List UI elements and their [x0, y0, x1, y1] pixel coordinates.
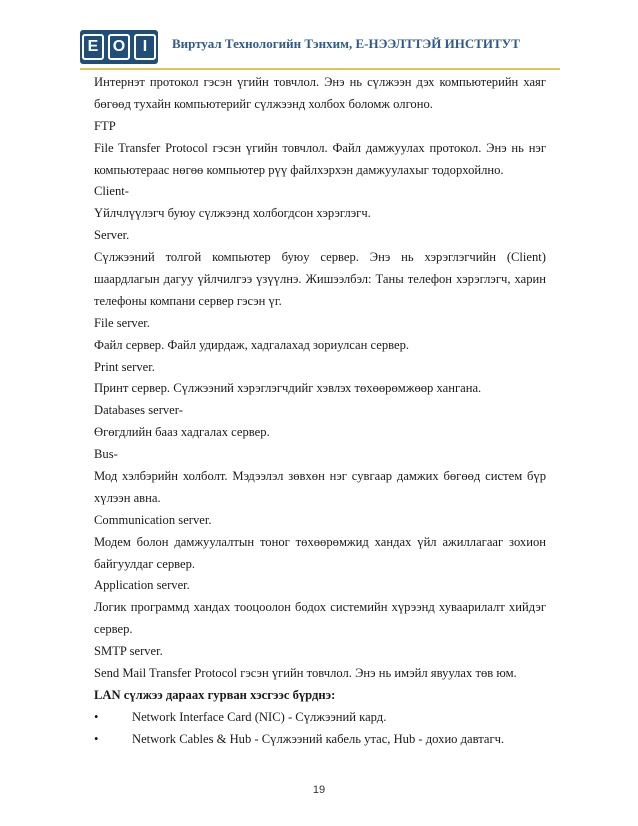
term-heading: FTP	[94, 118, 116, 133]
body-line: Мод хэлбэрийн холболт. Мэдээлэл зөвхөн нэг сувгаар дамжих бөгөөд систем бүр	[94, 469, 546, 484]
body-line: Принт сервер. Сүлжээний хэрэглэгчдийг хэвлэх төхөөрөмжөөр хангана.	[94, 381, 482, 396]
section-heading: LAN сүлжээ дараах гурван хэсгээс бүрднэ:	[94, 687, 336, 702]
body-line: компьютераас нөгөө компьютер рүү файлхэрхэн дамжуулахыг тодорхойлно.	[94, 162, 504, 177]
header-title: Виртуал Технологийн Тэнхим, Е-НЭЭЛТТЭЙ ИНСТИТУТ	[172, 36, 520, 51]
body-line: Үйлчлүүлэгч буюу сүлжээнд холбогдсон хэрэглэгч.	[94, 206, 371, 221]
page-number: 19	[312, 784, 326, 796]
logo-letter-e: E	[82, 34, 104, 60]
term-heading: Communication server.	[94, 512, 212, 527]
bullet-text: Network Cables & Hub - Сүлжээний кабель утас, Hub - дохио давтагч.	[132, 731, 505, 746]
body-line: Интернэт протокол гэсэн үгийн товчлол. Энэ нь сүлжээн дэх компьютерийн хаяг	[94, 75, 546, 89]
body-line: сервер.	[94, 622, 133, 637]
body-line: бөгөөд тухайн компьютерийг сүлжээнд холбох боломж олгоно.	[94, 96, 433, 111]
body-line: хүлээн авна.	[94, 490, 161, 505]
logo-letter-o: O	[108, 34, 130, 60]
body-line: Модем болон дамжуулалтын тоног төхөөрөмжид хандах үйл ажиллагааг зохион	[94, 534, 546, 549]
body-line: File Transfer Protocol гэсэн үгийн товчлол. Файл дамжуулах протокол. Энэ нь нэг	[94, 140, 546, 155]
document-body	[94, 72, 546, 751]
term-heading: SMTP server.	[94, 644, 163, 659]
bullet-item	[94, 729, 546, 751]
term-heading: Print server.	[94, 359, 155, 374]
body-line: шаардлагын дагуу үйлчилгээ үзүүлнэ. Жишээлбэл: Таны телефон хэрэглэгч, харин	[94, 272, 546, 287]
header-divider	[80, 68, 560, 70]
body-line: Send Mail Transfer Protocol гэсэн үгийн товчлол. Энэ нь имэйл явуулах төв юм.	[94, 666, 517, 681]
body-line: Сүлжээний толгой компьютер буюу сервер. Энэ нь хэрэглэгчийн (Client)	[94, 250, 546, 265]
term-heading: Application server.	[94, 578, 190, 593]
term-heading: Client-	[94, 184, 129, 199]
page-header	[80, 20, 560, 64]
term-heading: Server.	[94, 228, 130, 243]
term-heading: Databases server-	[94, 403, 183, 418]
eoi-logo	[80, 30, 158, 64]
term-heading: Bus-	[94, 447, 118, 462]
body-line: Логик программд хандах тооцоолон бодох системийн хүрээнд хуваарилалт хийдэг	[94, 600, 546, 615]
bullet-item	[94, 707, 546, 729]
bullet-text: Network Interface Card (NIC) - Сүлжээний кард.	[132, 709, 387, 724]
body-line: Өгөгдлийн бааз хадгалах сервер.	[94, 425, 270, 440]
bullet-marker: •	[94, 709, 99, 724]
bullet-marker: •	[94, 731, 99, 746]
term-heading: File server.	[94, 315, 150, 330]
logo-letter-i: I	[134, 34, 156, 60]
body-line: Файл сервер. Файл удирдаж, хадгалахад зориулсан сервер.	[94, 337, 410, 352]
body-line: байгуулдаг сервер.	[94, 556, 196, 571]
body-line: телефоны компани сервер гэсэн үг.	[94, 293, 282, 308]
